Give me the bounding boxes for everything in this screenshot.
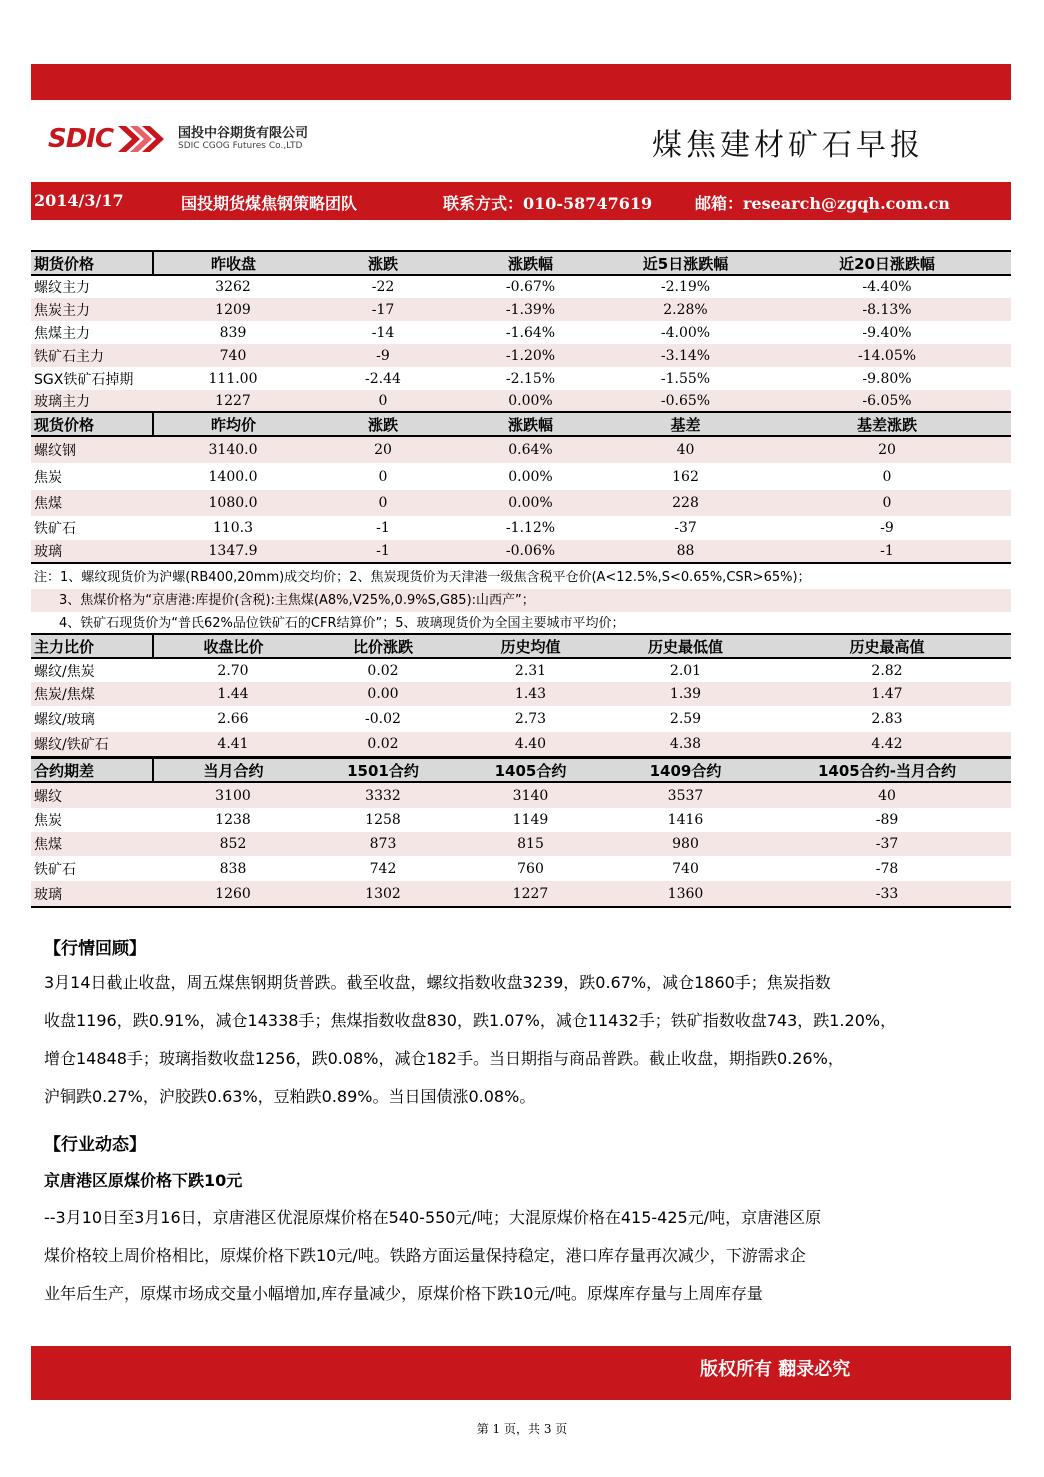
- table-cell: 4.40: [453, 732, 608, 757]
- table-cell: 2.28%: [608, 298, 763, 321]
- paragraph-line: 收盘1196，跌0.91%，减仓14338手；焦煤指数收盘830，跌1.07%，减仓11432手；铁矿指数收盘743，跌1.20%，: [44, 1011, 897, 1030]
- table-cell: 20: [313, 436, 453, 463]
- row-label-cell: 螺纹钢: [31, 436, 153, 463]
- table-cell: 0.00%: [508, 468, 553, 485]
- table-header-row: [31, 251, 1011, 275]
- table-header-cell: 现货价格: [31, 412, 153, 436]
- contact-email: 邮箱：research@zgqh.com.cn: [695, 194, 950, 213]
- table-cell: -14.05%: [763, 344, 1011, 367]
- table-row: [31, 390, 1011, 413]
- table-cell: -0.65%: [608, 390, 763, 413]
- note-line: 3、焦煤价格为“京唐港:库提价(含税):主焦煤(A8%,V25%,0.9%S,G85):山西产”；: [31, 589, 1011, 612]
- table-header-row: [31, 758, 1011, 782]
- table-cell: 2.66: [217, 711, 249, 727]
- table-cell: 838: [219, 860, 247, 877]
- table-cell: 2.82: [871, 662, 903, 679]
- table-row: [31, 856, 1011, 881]
- table-cell: -17: [313, 298, 453, 321]
- row-label-cell: 焦煤主力: [34, 325, 90, 342]
- table-row: [31, 298, 1011, 321]
- table-cell: 3332: [313, 782, 453, 808]
- table-cell: 1.39: [608, 682, 763, 706]
- row-label-cell: SGX铁矿石掉期: [34, 371, 134, 388]
- table-header-cell: 历史最低值: [608, 634, 763, 658]
- table-cell: 1.47: [763, 682, 1011, 706]
- table-cell: -89: [875, 812, 899, 828]
- table-row: [31, 782, 1011, 808]
- table-cell: 0.00%: [453, 490, 608, 516]
- paragraph-line: 增仓14848手；玻璃指数收盘1256，跌0.08%，减仓182手。当日期指与商品普跌。截止收盘，期指跌0.26%，: [44, 1049, 844, 1068]
- row-label-cell: 铁矿石主力: [31, 344, 153, 367]
- company-logo: [48, 118, 338, 158]
- table-header-cell: 近5日涨跌幅: [608, 251, 763, 275]
- info-bar: [31, 182, 1011, 220]
- company-name-cn: 国投中谷期货有限公司: [178, 126, 309, 141]
- table-cell: 1258: [365, 812, 401, 828]
- table-row: [31, 367, 1011, 390]
- table-cell: 1.44: [153, 682, 313, 706]
- table-cell: -9: [880, 520, 894, 536]
- table-cell: 873: [313, 832, 453, 856]
- table-cell: 40: [763, 782, 1011, 808]
- table-row: [31, 516, 1011, 540]
- table-header-cell: 基差涨跌: [763, 412, 1011, 436]
- row-label-cell: 玻璃: [31, 540, 153, 563]
- table-header-cell: 涨跌: [313, 251, 453, 275]
- table-row: [31, 275, 1011, 298]
- table-cell: -2.44: [365, 370, 401, 387]
- ratio-table: [31, 633, 1011, 758]
- table-cell: 1347.9: [153, 540, 313, 563]
- table-cell: -1.64%: [505, 324, 556, 341]
- spread-table: [31, 757, 1011, 908]
- table-header-cell: 比价涨跌: [313, 634, 453, 658]
- table-cell: -2.15%: [505, 370, 556, 387]
- table-cell: -37: [674, 520, 697, 536]
- table-cell: 1302: [313, 881, 453, 907]
- table-cell: -9: [313, 344, 453, 367]
- table-row: [31, 658, 1011, 682]
- row-label-cell: 螺纹/铁矿石: [31, 732, 153, 757]
- table-cell: 980: [608, 832, 763, 856]
- table-cell: 228: [608, 490, 763, 516]
- company-name-en: SDIC CGOG Futures Co.,LTD: [178, 141, 303, 151]
- table-header-cell: 昨均价: [153, 412, 313, 436]
- table-cell: 0: [882, 468, 892, 485]
- table-cell: 815: [453, 832, 608, 856]
- table-cell: 0: [378, 468, 388, 485]
- table-cell: 839: [219, 324, 247, 341]
- table-cell: -22: [371, 279, 395, 295]
- table-cell: 1238: [215, 812, 251, 828]
- table-cell: 4.41: [153, 732, 313, 757]
- table-cell: -33: [763, 881, 1011, 907]
- row-label-cell: 螺纹主力: [34, 280, 90, 296]
- table-cell: 2.31: [514, 662, 547, 679]
- table-cell: -1.12%: [505, 520, 556, 536]
- table-cell: 3140.0: [153, 436, 313, 463]
- bottom-red-bar: [31, 1346, 1011, 1400]
- table-cell: 760: [517, 860, 544, 877]
- table-header-cell: 收盘比价: [153, 634, 313, 658]
- table-cell: 1.43: [453, 682, 608, 706]
- row-label-cell: 玻璃主力: [31, 390, 153, 413]
- table-row: [31, 808, 1011, 832]
- news-headline: 京唐港区原煤价格下跌10元: [44, 1171, 243, 1190]
- table-cell: 740: [672, 860, 699, 877]
- table-cell: -0.02: [365, 711, 401, 727]
- table-header-cell: 1405合约-当月合约: [763, 758, 1011, 782]
- table-header-cell: 主力比价: [31, 634, 153, 658]
- table-row: [31, 732, 1011, 757]
- table-header-cell: 合约期差: [31, 758, 153, 782]
- table-cell: -78: [875, 860, 899, 877]
- row-label-cell: 螺纹: [31, 782, 153, 808]
- row-label-cell: 铁矿石: [34, 861, 76, 878]
- table-cell: 1416: [667, 812, 704, 828]
- table-cell: -1.39%: [453, 298, 608, 321]
- table-row: [31, 706, 1011, 732]
- paragraph-line: 3月14日截止收盘，周五煤焦钢期货普跌。截至收盘，螺纹指数收盘3239，跌0.67%，减仓1860手；焦炭指数: [44, 973, 831, 992]
- table-cell: -1: [763, 540, 1011, 563]
- row-label-cell: 螺纹/玻璃: [34, 712, 95, 728]
- table-cell: 2.73: [514, 711, 547, 727]
- team-name: 国投期货煤焦钢策略团队: [181, 194, 358, 213]
- table-row: [31, 321, 1011, 344]
- table-cell: 0: [313, 490, 453, 516]
- note-line: 4、铁矿石现货价为“普氏62%品位铁矿石的CFR结算价”；5、玻璃现货价为全国主要城市平均价；: [59, 616, 625, 631]
- table-cell: 0.64%: [453, 436, 608, 463]
- industry-news-text: [44, 1199, 1004, 1313]
- market-review-title: 【行情回顾】: [44, 939, 146, 959]
- table-cell: 1209: [153, 298, 313, 321]
- table-cell: -6.05%: [763, 390, 1011, 413]
- table-cell: 1360: [608, 881, 763, 907]
- table-header-cell: 1501合约: [313, 758, 453, 782]
- table-cell: -0.06%: [453, 540, 608, 563]
- row-label-cell: 铁矿石: [34, 521, 76, 537]
- paragraph-line: 煤价格较上周价格相比，原煤价格下跌10元/吨。铁路方面运量保持稳定，港口库存量再次减少，下游需求企: [44, 1246, 806, 1265]
- notes-section: [31, 566, 1011, 635]
- table-header-cell: 历史均值: [453, 634, 608, 658]
- row-label-cell: 焦炭/焦煤: [31, 682, 153, 706]
- table-cell: 3537: [608, 782, 763, 808]
- table-row: [31, 682, 1011, 706]
- table-cell: -0.67%: [505, 279, 556, 295]
- table-cell: 1080.0: [153, 490, 313, 516]
- table-header-cell: 1409合约: [608, 758, 763, 782]
- table-cell: -1.55%: [660, 370, 711, 387]
- paragraph-line: --3月10日至3月16日，京唐港区优混原煤价格在540-550元/吨；大混原煤价格在415-425元/吨，京唐港区原: [44, 1208, 822, 1227]
- table-cell: -14: [371, 324, 395, 341]
- row-label-cell: 焦炭主力: [31, 298, 153, 321]
- table-header-cell: 基差: [608, 412, 763, 436]
- table-cell: 110.3: [212, 520, 254, 536]
- table-row: [31, 436, 1011, 463]
- table-cell: 20: [763, 436, 1011, 463]
- table-cell: -1: [313, 540, 453, 563]
- row-label-cell: 焦煤: [31, 490, 153, 516]
- table-cell: 0.02: [367, 662, 399, 679]
- table-cell: 0.02: [313, 732, 453, 757]
- table-header-cell: 近20日涨跌幅: [763, 251, 1011, 275]
- table-cell: 2.70: [217, 662, 249, 679]
- table-cell: -1: [376, 520, 390, 536]
- report-date: 2014/3/17: [34, 191, 124, 210]
- table-cell: -37: [763, 832, 1011, 856]
- table-cell: 1227: [153, 390, 313, 413]
- table-header-row: [31, 412, 1011, 436]
- table-cell: 2.01: [669, 662, 702, 679]
- table-cell: 2.83: [871, 711, 903, 727]
- industry-news-title: 【行业动态】: [44, 1135, 146, 1155]
- table-cell: -4.40%: [862, 279, 912, 295]
- table-cell: -9.40%: [862, 324, 912, 341]
- table-header-cell: 涨跌幅: [453, 412, 608, 436]
- table-row: [31, 463, 1011, 490]
- table-header-cell: 昨收盘: [153, 251, 313, 275]
- paragraph-line: 业年后生产，原煤市场成交量小幅增加,库存量减少，原煤价格下跌10元/吨。原煤库存量与上周库存量: [44, 1284, 763, 1303]
- paragraph-line: 沪铜跌0.27%，沪胶跌0.63%，豆粕跌0.89%。当日国债涨0.08%。: [44, 1087, 536, 1106]
- table-cell: 3140: [453, 782, 608, 808]
- table-header-cell: 1405合约: [453, 758, 608, 782]
- table-cell: 852: [153, 832, 313, 856]
- table-cell: 1400.0: [208, 468, 258, 485]
- copyright-notice: 版权所有 翻录必究: [700, 1359, 851, 1380]
- table-cell: 1260: [153, 881, 313, 907]
- logo-wordmark: SDIC: [48, 124, 114, 154]
- table-cell: -1.20%: [453, 344, 608, 367]
- table-cell: -8.13%: [763, 298, 1011, 321]
- table-header-cell: 涨跌: [313, 412, 453, 436]
- table-cell: -4.00%: [660, 324, 711, 341]
- table-header-row: [31, 634, 1011, 658]
- futures-price-table: [31, 250, 1011, 414]
- table-cell: 4.42: [763, 732, 1011, 757]
- table-cell: 0: [763, 490, 1011, 516]
- contact-phone: 联系方式：010-58747619: [443, 194, 653, 213]
- row-label-cell: 焦炭: [34, 813, 62, 829]
- table-cell: 162: [672, 468, 699, 485]
- row-label-cell: 螺纹/焦炭: [34, 663, 95, 680]
- table-cell: -9.80%: [862, 370, 912, 387]
- table-header-cell: 期货价格: [31, 251, 153, 275]
- table-row: [31, 540, 1011, 563]
- table-cell: -3.14%: [608, 344, 763, 367]
- table-cell: -2.19%: [660, 279, 711, 295]
- table-header-cell: 历史最高值: [763, 634, 1011, 658]
- table-cell: 40: [608, 436, 763, 463]
- row-label-cell: 焦炭: [34, 469, 62, 486]
- spot-price-table: [31, 411, 1011, 564]
- table-row: [31, 881, 1011, 907]
- logo-chevron-icon: [118, 122, 170, 156]
- table-cell: 3100: [153, 782, 313, 808]
- table-cell: 1149: [512, 812, 549, 828]
- table-cell: 0: [313, 390, 453, 413]
- table-row: [31, 344, 1011, 367]
- market-review-text: [44, 964, 1004, 1116]
- table-cell: 0.00: [313, 682, 453, 706]
- table-cell: 740: [153, 344, 313, 367]
- table-row: [31, 490, 1011, 516]
- row-label-cell: 玻璃: [31, 881, 153, 907]
- table-cell: 4.38: [608, 732, 763, 757]
- table-cell: 88: [608, 540, 763, 563]
- table-cell: 3262: [215, 279, 251, 295]
- table-cell: 111.00: [208, 370, 258, 387]
- table-cell: 1227: [453, 881, 608, 907]
- page-number: 第 1 页，共 3 页: [476, 1422, 568, 1436]
- table-cell: 2.59: [669, 711, 702, 727]
- row-label-cell: 焦煤: [31, 832, 153, 856]
- table-header-cell: 涨跌幅: [453, 251, 608, 275]
- table-cell: 0.00%: [453, 390, 608, 413]
- table-cell: 742: [369, 860, 397, 877]
- table-row: [31, 832, 1011, 856]
- report-title: 煤焦建材矿石早报: [652, 128, 924, 163]
- table-header-cell: 当月合约: [153, 758, 313, 782]
- top-red-bar: [31, 64, 1011, 100]
- note-line: 注：1、螺纹现货价为沪螺(RB400,20mm)成交均价；2、焦炭现货价为天津港一级焦含税平仓价(A<12.5%,S<0.65%,CSR>65%)；: [34, 570, 811, 585]
